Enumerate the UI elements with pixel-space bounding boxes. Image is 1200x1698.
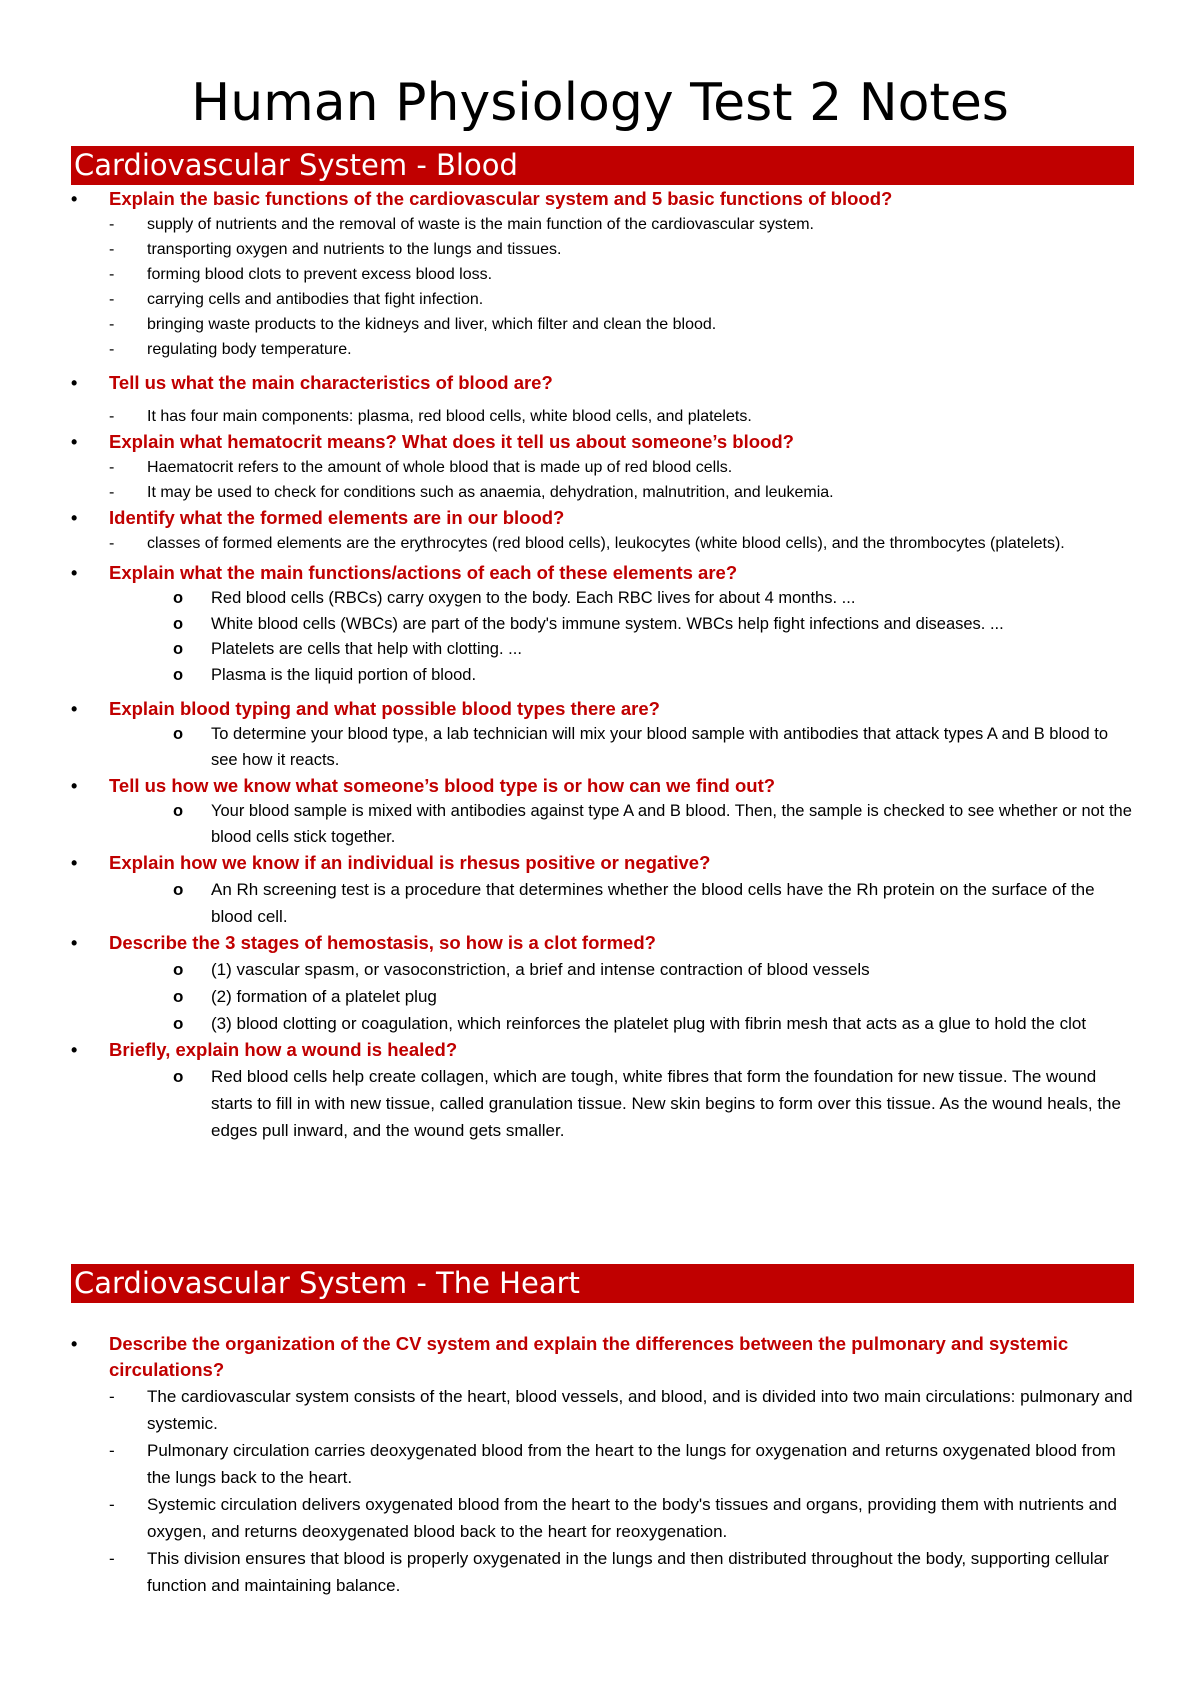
answer-item: - regulating body temperature. [109, 341, 352, 358]
question: • Explain what the main functions/actions of each of these elements are? [71, 560, 1134, 586]
bullet-icon: • [71, 933, 78, 953]
question: • Explain what hematocrit means? What does it tell us about someone’s blood? [71, 429, 1134, 455]
question: • Briefly, explain how a wound is healed? [71, 1037, 1134, 1063]
answer-item: o White blood cells (WBCs) are part of the body's immune system. WBCs help fight infections and diseases. ... [173, 614, 1004, 633]
answer-item: - It may be used to check for conditions such as anaemia, dehydration, malnutrition, and leukemia. [109, 484, 834, 501]
bullet-icon: • [71, 508, 78, 528]
bullet-icon: • [71, 776, 78, 796]
bullet-icon: • [71, 189, 78, 209]
answer-item: - Pulmonary circulation carries deoxygenated blood from the heart to the lungs for oxygenation and returns oxygenated blood from the lungs back to the heart. [109, 1441, 1116, 1487]
question: • Explain how we know if an individual is rhesus positive or negative? [71, 850, 1134, 876]
answer-item: o (3) blood clotting or coagulation, which reinforces the platelet plug with fibrin mesh that acts as a glue to hold the clot [173, 1014, 1087, 1033]
answer-item: o Red blood cells (RBCs) carry oxygen to the body. Each RBC lives for about 4 months. ... [173, 589, 856, 607]
answer-item: - Systemic circulation delivers oxygenated blood from the heart to the body's tissues and organs, providing them with nutrients and oxygen, and returns deoxygenated blood back to the heart for reoxygenation. [109, 1495, 1117, 1541]
section-heading-blood: Cardiovascular System - Blood [71, 146, 1134, 185]
question: • Tell us how we know what someone’s blood type is or how can we find out? [71, 773, 1134, 799]
answer-item: o (1) vascular spasm, or vasoconstriction, a brief and intense contraction of blood vessels [173, 960, 870, 979]
question: • Explain blood typing and what possible blood types there are? [71, 696, 1134, 722]
answer-item: o To determine your blood type, a lab technician will mix your blood sample with antibodies that attack types A and B blood to see how it reacts. [173, 725, 1109, 769]
answer-item: - transporting oxygen and nutrients to the lungs and tissues. [109, 241, 562, 258]
answer-item: o Your blood sample is mixed with antibodies against type A and B blood. Then, the sample is checked to see whether or not the blood cells stick together. [173, 802, 1132, 846]
answer-item: o Red blood cells help create collagen, which are tough, white fibres that form the foundation for new tissue. The wound starts to fill in with new tissue, called granulation tissue. New skin begins to form over this tissue. As the wound heals, the edges pull inward, and the wound gets smaller. [173, 1067, 1121, 1140]
answer-item: - This division ensures that blood is properly oxygenated in the lungs and then distributed throughout the body, supporting cellular function and maintaining balance. [109, 1549, 1109, 1595]
answer-item: - carrying cells and antibodies that fight infection. [109, 291, 484, 308]
section-body-heart [71, 1331, 1134, 1599]
answer-item: - The cardiovascular system consists of the heart, blood vessels, and blood, and is divided into two main circulations: pulmonary and systemic. [109, 1387, 1133, 1433]
answer-item: - forming blood clots to prevent excess blood loss. [109, 266, 493, 283]
bullet-icon: • [71, 853, 78, 873]
answer-item: - supply of nutrients and the removal of waste is the main function of the cardiovascular system. [109, 216, 814, 233]
answer-item: - Haematocrit refers to the amount of whole blood that is made up of red blood cells. [109, 459, 733, 476]
answer-item: o An Rh screening test is a procedure that determines whether the blood cells have the Rh protein on the surface of the blood cell. [173, 880, 1095, 926]
section-body-blood [71, 186, 1134, 1144]
question: • Tell us what the main characteristics of blood are? [71, 370, 1134, 396]
bullet-icon: • [71, 373, 78, 393]
bullet-icon: • [71, 699, 78, 719]
answer-item: o Platelets are cells that help with clotting. ... [173, 640, 522, 658]
bullet-icon: • [71, 1334, 78, 1354]
answer-item: o (2) formation of a platelet plug [173, 987, 437, 1006]
answer-item: o Plasma is the liquid portion of blood. [173, 665, 477, 684]
question: • Explain the basic functions of the cardiovascular system and 5 basic functions of blood? [71, 186, 1134, 212]
section-heading-heart: Cardiovascular System - The Heart [71, 1264, 1134, 1303]
bullet-icon: • [71, 432, 78, 452]
bullet-icon: • [71, 1040, 78, 1060]
question: • Identify what the formed elements are in our blood? [71, 505, 1134, 531]
page-title: Human Physiology Test 2 Notes [191, 73, 1009, 133]
question: • Describe the organization of the CV system and explain the differences between the pulmonary and systemic circulations? [71, 1333, 1069, 1380]
answer-item: - classes of formed elements are the erythrocytes (red blood cells), leukocytes (white blood cells), and the thrombocytes (platelets). [109, 535, 1065, 552]
question: • Describe the 3 stages of hemostasis, so how is a clot formed? [71, 930, 1134, 956]
bullet-icon: • [71, 563, 78, 583]
answer-item: - bringing waste products to the kidneys and liver, which filter and clean the blood. [109, 316, 717, 333]
answer-item: - It has four main components: plasma, red blood cells, white blood cells, and platelets. [109, 408, 752, 425]
